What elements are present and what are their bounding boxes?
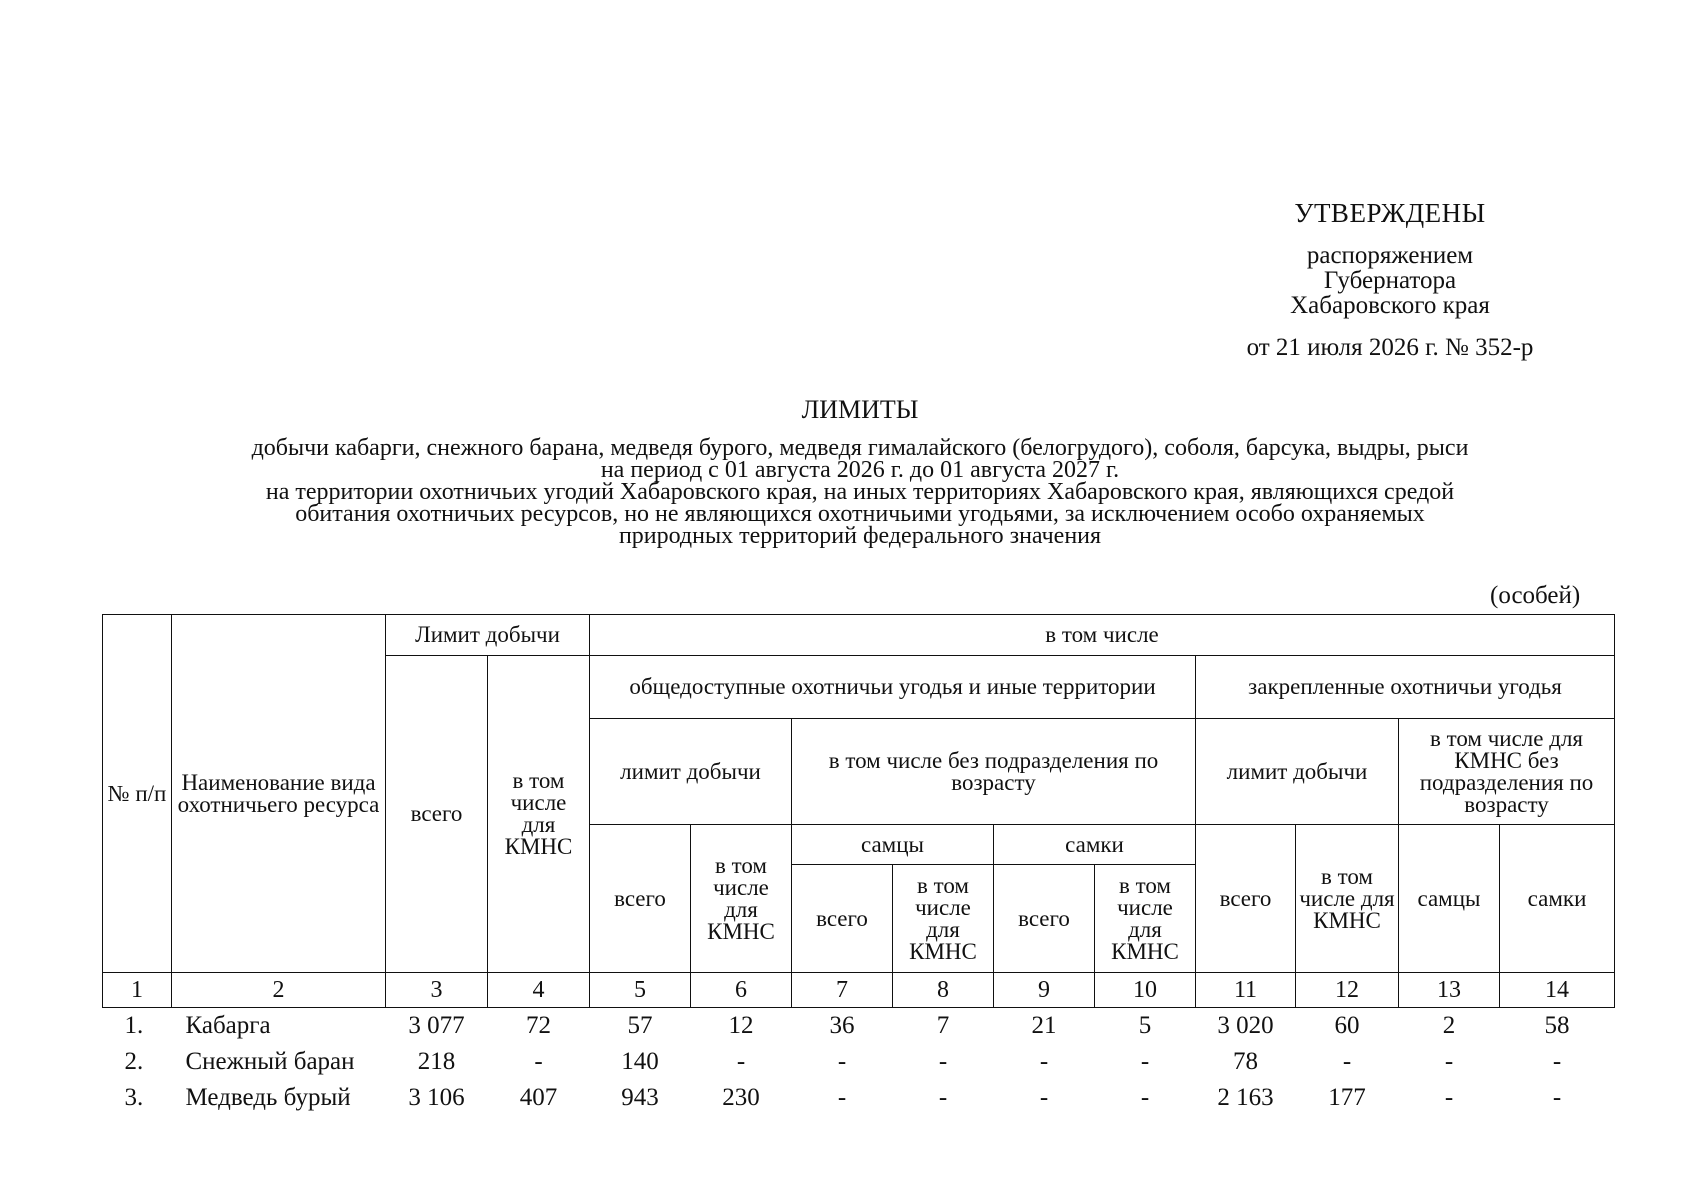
header-public-females: самки [994, 825, 1196, 865]
column-numbers-row [103, 973, 1615, 1008]
table-row [103, 1044, 1615, 1080]
table-cell: 7 [936, 1012, 950, 1039]
header-public-no-age: в том числе без подразделения по возрасту [792, 719, 1196, 825]
column-number: 12 [1296, 973, 1399, 1008]
table-cell: 57 [627, 1012, 653, 1039]
document-title: ЛИМИТЫ [801, 395, 919, 424]
header-including: в том числе [590, 615, 1615, 656]
header-public-kmns: в том числе для КМНС [691, 825, 792, 973]
header-species-name: Наименование вида охотничьего ресурса [172, 615, 386, 973]
column-number: 7 [792, 973, 893, 1008]
table-cell: 3 106 [408, 1084, 465, 1111]
header-females-kmns: в том числе для КМНС [1095, 865, 1196, 973]
header-assigned-grounds: закрепленные охотничьи угодья [1196, 656, 1615, 719]
table-cell: 218 [417, 1048, 456, 1075]
table-cell: 72 [526, 1012, 551, 1039]
heading-line: обитания охотничьих ресурсов, но не являющихся охотничьими угодьями, за исключением особо охраняемых [295, 501, 1425, 527]
table-cell: 2 [1442, 1012, 1456, 1039]
table-cell: - [1552, 1084, 1562, 1111]
column-number: 3 [386, 973, 488, 1008]
table-cell: 78 [1233, 1048, 1258, 1075]
table-cell: - [1444, 1084, 1454, 1111]
header-assigned-females: самки [1500, 825, 1615, 973]
column-number: 6 [691, 973, 792, 1008]
heading-line: на период с 01 августа 2026 г. до 01 августа 2027 г. [600, 457, 1120, 483]
table-cell: - [1552, 1048, 1562, 1075]
table-cell: - [837, 1048, 847, 1075]
table-cell: 177 [1328, 1084, 1366, 1111]
species-name: Кабарга [185, 1012, 271, 1039]
document-heading [100, 395, 1620, 547]
header-public-total: всего [590, 825, 691, 973]
header-number: № п/п [103, 615, 172, 973]
row-index: 1. [124, 1012, 144, 1039]
table-cell: 36 [829, 1012, 855, 1039]
table-cell: - [837, 1084, 847, 1111]
heading-line: на территории охотничьих угодий Хабаровского края, на иных территориях Хабаровского края, являющихся средой [265, 479, 1455, 505]
approval-date: от 21 июля 2026 г. № 352-р [1246, 334, 1534, 361]
header-total: всего [386, 656, 488, 973]
limits-table [102, 614, 1615, 1116]
approval-title: УТВЕРЖДЕНЫ [1294, 198, 1486, 228]
table-row [103, 1008, 1615, 1045]
table-cell: 5 [1138, 1012, 1152, 1039]
table-row [103, 1080, 1615, 1116]
row-index: 2. [124, 1048, 144, 1075]
header-males-kmns: в том числе для КМНС [893, 865, 994, 973]
table-cell: - [1039, 1084, 1049, 1111]
table-cell: 12 [728, 1012, 754, 1039]
table-cell: - [1444, 1048, 1454, 1075]
column-number: 2 [172, 973, 386, 1008]
heading-line: природных территорий федерального значения [618, 523, 1102, 549]
row-index: 3. [124, 1084, 144, 1111]
header-assigned-kmns: в том числе для КМНС [1296, 825, 1399, 973]
column-number: 4 [488, 973, 590, 1008]
table-cell: - [1140, 1084, 1150, 1111]
approval-block [1180, 198, 1600, 362]
header-assigned-limit: лимит добычи [1196, 719, 1399, 825]
header-males-total: всего [792, 865, 893, 973]
table-cell: 230 [722, 1084, 760, 1111]
table-cell: 21 [1031, 1012, 1057, 1039]
table-cell: 407 [519, 1084, 558, 1111]
header-public-males: самцы [792, 825, 994, 865]
table-cell: - [1140, 1048, 1150, 1075]
heading-line: добычи кабарги, снежного барана, медведя бурого, медведя гималайского (белогрудого), соболя, барсука, выдры, рыси [251, 435, 1469, 461]
approval-line: Губернатора [1323, 267, 1457, 294]
table-cell: 3 077 [408, 1012, 465, 1039]
table-cell: 58 [1544, 1012, 1570, 1039]
unit-label: (особей) [1490, 582, 1581, 609]
species-name: Медведь бурый [185, 1084, 351, 1111]
column-number: 8 [893, 973, 994, 1008]
header-public-limit: лимит добычи [590, 719, 792, 825]
table-cell: - [938, 1084, 948, 1111]
species-name: Снежный баран [185, 1048, 355, 1075]
approval-line: распоряжением [1306, 242, 1474, 269]
column-number: 13 [1399, 973, 1500, 1008]
column-number: 5 [590, 973, 691, 1008]
table-cell: - [1342, 1048, 1352, 1075]
header-kmns: в том числе для КМНС [488, 656, 590, 973]
table-cell: - [938, 1048, 948, 1075]
column-number: 10 [1095, 973, 1196, 1008]
header-assigned-males: самцы [1399, 825, 1500, 973]
approval-line: Хабаровского края [1290, 292, 1490, 319]
header-limit: Лимит добычи [386, 615, 590, 656]
table-cell: 943 [621, 1084, 659, 1111]
table-cell: 140 [621, 1048, 659, 1075]
header-assigned-kmns-no-age: в том числе для КМНС без подразделения по возрасту [1399, 719, 1615, 825]
table-cell: - [1039, 1048, 1049, 1075]
table-cell: 60 [1334, 1012, 1360, 1039]
column-number: 9 [994, 973, 1095, 1008]
header-females-total: всего [994, 865, 1095, 973]
table-cell: 2 163 [1217, 1084, 1274, 1111]
table-cell: - [736, 1048, 746, 1075]
column-number: 1 [103, 973, 172, 1008]
header-public-grounds: общедоступные охотничьи угодья и иные территории [590, 656, 1196, 719]
column-number: 11 [1196, 973, 1296, 1008]
table-cell: - [534, 1048, 543, 1075]
column-number: 14 [1500, 973, 1615, 1008]
header-assigned-total: всего [1196, 825, 1296, 973]
table-cell: 3 020 [1217, 1012, 1274, 1039]
